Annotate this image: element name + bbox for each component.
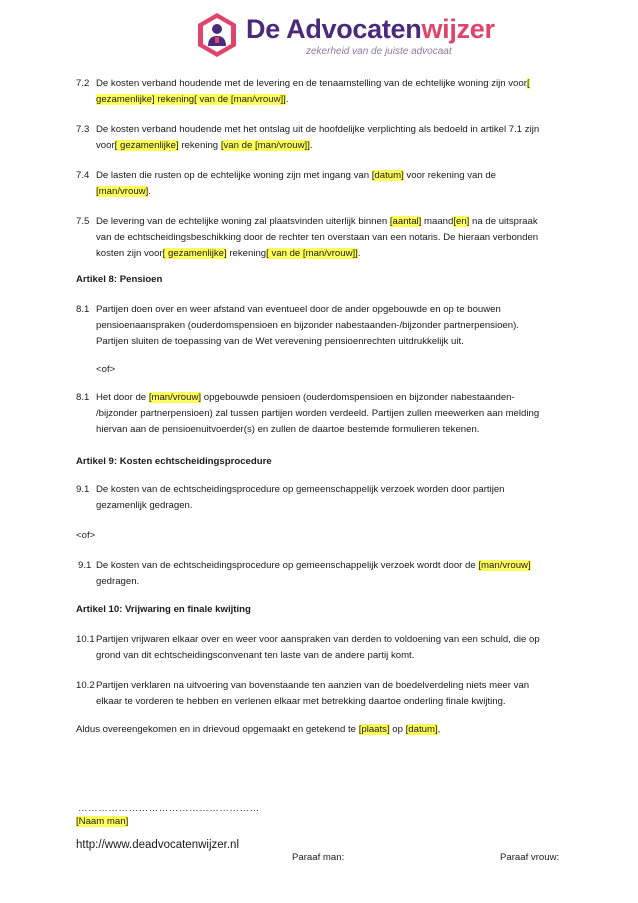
- brand-tagline: zekerheid van de juiste advocaat: [306, 46, 452, 57]
- article-9-heading: Artikel 9: Kosten echtscheidingsprocedure: [76, 456, 272, 467]
- alternative-marker: <of>: [96, 364, 116, 375]
- clause-7-5: 7.5 De levering van de echtelijke woning zal plaatsvinden uiterlijk binnen [aantal] maand[en] na de uitspraak van de echtscheidingsbeschikking door de rechter ten overstaan van een notaris. De hieraan verbonden kosten zijn voor[ gezamenlijke] rekening[ van de [man/vrouw]].: [76, 216, 539, 259]
- article-10-heading: Artikel 10: Vrijwaring en finale kwijting: [76, 604, 251, 615]
- clause-7-4: 7.4 De lasten die rusten op de echtelijke woning zijn met ingang van [datum] voor rekening van de [man/vrouw].: [76, 170, 496, 197]
- initials-woman: Paraaf vrouw:: [500, 852, 560, 863]
- clause-9-1-option-b: 9.1 De kosten van de echtscheidingsprocedure op gemeenschappelijk verzoek wordt door de [man/vrouw] gedragen.: [78, 560, 531, 587]
- clause-8-1-option-a: 8.1 Partijen doen over en weer afstand van eventueel door de ander opgebouwde en op te bouwen pensioenaanspraken (ouderdomspensioen en bijzonder nabestaanden-/bijzonder partnerpensioen). Partijen sluiten de toepassing van de Wet verevening pensioenrechten uitdrukkelijk uit.: [76, 304, 519, 347]
- clause-9-1-option-a: 9.1 De kosten van de echtscheidingsprocedure op gemeenschappelijk verzoek worden door partijen gezamenlijk gedragen.: [76, 484, 505, 511]
- clause-10-1: 10.1 Partijen vrijwaren elkaar over en weer voor aanspraken van derden to voldoening van een schuld, die op grond van dit echtscheidingsconvenant ten laste van de andere partij komt.: [76, 634, 540, 661]
- clause-7-2: 7.2 De kosten verband houdende met de levering en de tenaamstelling van de echtelijke woning zijn voor[ gezamenlijke] rekening[ van de [man/vrouw]].: [76, 78, 530, 105]
- page-header: [0, 0, 638, 66]
- initials-man: Paraaf man:: [292, 852, 345, 863]
- footer-url: http://www.deadvocatenwijzer.nl: [76, 839, 240, 851]
- article-8-heading: Artikel 8: Pensioen: [76, 274, 163, 285]
- clause-10-2: 10.2 Partijen verklaren na uitvoering van bovenstaande ten aanzien van de boedelverdeling niets meer van elkaar te vorderen te hebben en verlenen elkaar met betrekking daartoe onderling finale kwijting.: [76, 680, 530, 707]
- hexagon-person-logo-icon: [196, 12, 238, 58]
- brand-name: De Advocatenwijzer: [246, 14, 495, 44]
- closing-statement: Aldus overeengekomen en in drievoud opgemaakt en getekend te [plaats] op [datum],: [76, 724, 441, 735]
- signature-name: [Naam man]: [76, 816, 129, 827]
- clause-7-3: 7.3 De kosten verband houdende met het ontslag uit de hoofdelijke verplichting als bedoeld in artikel 7.1 zijn voor[ gezamenlijke] rekening [van de [man/vrouw]].: [76, 124, 540, 151]
- signature-line: ………………………………………………: [78, 803, 260, 814]
- clause-8-1-option-b: 8.1 Het door de [man/vrouw] opgebouwde pensioen (ouderdomspensioen en bijzonder nabestaanden- /bijzonder partnerpensioen) zal tussen partijen worden verdeeld. Partijen zullen meewerken aan melding hiervan aan de pensioenuitvoerder(s) en zullen de daartoe bestemde formulieren tekenen.: [76, 392, 540, 435]
- alternative-marker: <of>: [76, 530, 96, 541]
